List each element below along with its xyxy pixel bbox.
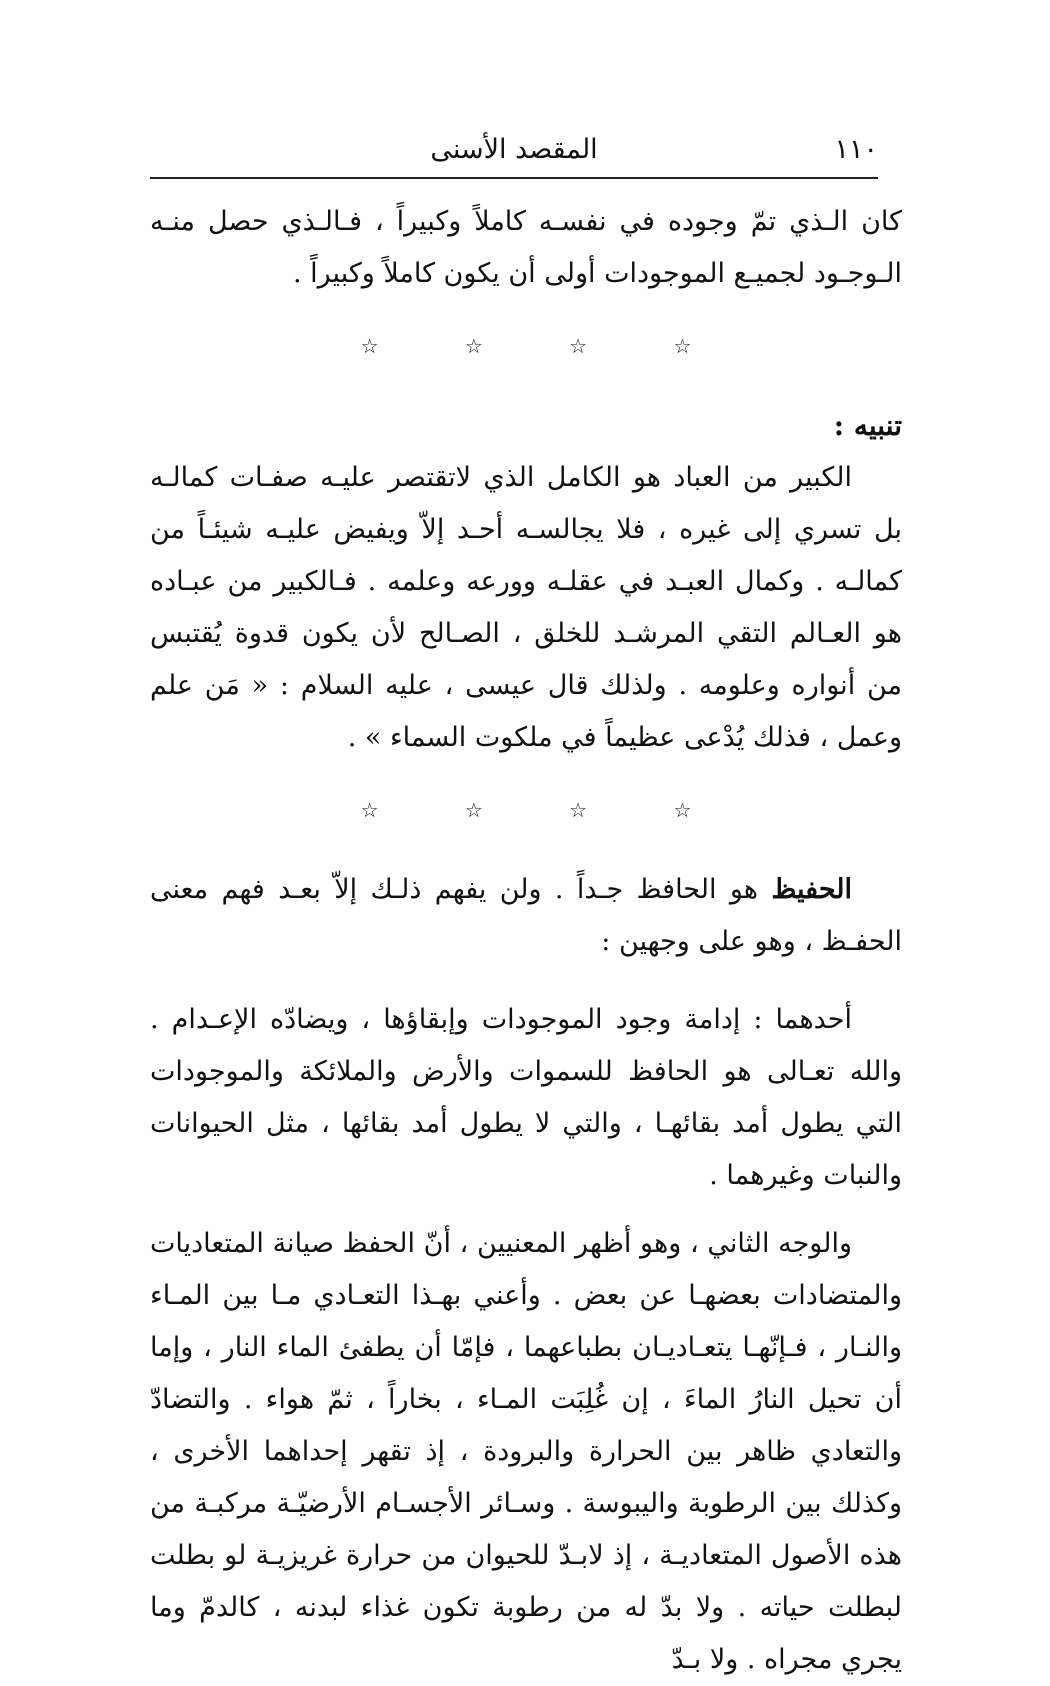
section-divider-stars-2: ☆ ☆ ☆ ☆: [360, 798, 732, 822]
paragraph-tanbih: الكبير من العباد هو الكامل الذي لاتقتصر عليـه صفـات كمالـه بل تسري إلى غيره ، فلا يجالسـه أحـد إلاّ ويفيض عليـه شيئـاً من كمالـه . وكمال العبـد في عقلـه وورعه وعلمه . فـالكبير من عبـاده هو العـالم التقي المرشـد للخلق ، الصـالح لأن يكون قدوة يُقتبس من أنواره وعلومه . ولذلك قال عيسى ، عليه السلام : « مَن علم وعمل ، فذلك يُدْعى عظيماً في ملكوت السماء » .: [150, 462, 902, 753]
paragraph-second-meaning: والوجه الثاني ، وهو أظهر المعنيين ، أنّ الحفظ صيانة المتعاديات والمتضادات بعضهـا عن بعض . وأعني بهـذا التعـادي مـا بين المـاء والنـار ، فـإنّهـا يتعـاديـان بطباعهما ، فإمّا أن يطفئ الماء النار ، وإما أن تحيل النارُ الماءَ ، إن غُلِبَت المـاء ، بخاراً ، ثمّ هواء . والتضادّ والتعادي ظاهر بين الحرارة والبرودة ، إذ تقهر إحداهما الأخرى ، وكذلك بين الرطوبة واليبوسة . وسـائر الأجسـام الأرضيّـة مركبـة من هذه الأصول المتعاديـة ، إذ لابـدّ للحيوان من حرارة غريزيـة لو بطلت لبطلت حياته . ولا بدّ له من رطوبة تكون غذاء لبدنه ، كالدمّ وما يجري مجراه . ولا بـدّ: [150, 1228, 902, 1675]
header-rule: [150, 177, 878, 179]
paragraph-hafeez-intro: [150, 864, 902, 968]
page-body: [150, 196, 902, 1686]
page-number: ١١٠: [834, 134, 878, 165]
section-heading-tanbih: تنبيه :: [833, 409, 902, 442]
paragraph-hafeez-text: هو الحافظ جـداً . ولن يفهم ذلـك إلاّ بعـد فهم معنى الحفـظ ، وهو على وجهين :: [150, 874, 902, 957]
section-divider-stars: ☆ ☆ ☆ ☆: [360, 334, 732, 358]
running-title: المقصد الأسنى: [430, 134, 598, 165]
paragraph-opening: كان الـذي تمّ وجوده في نفسـه كاملاً وكبيراً ، فـالـذي حصل منـه الـوجـود لجميـع الموجودات أولى أن يكون كاملاً وكبيراً .: [150, 206, 902, 289]
term-al-hafeez: الحفيظ: [771, 874, 852, 905]
paragraph-first-meaning: أحدهما : إدامة وجود الموجودات وإبقاؤها ، ويضادّه الإعـدام . والله تعـالى هو الحافظ للسموات والأرض والملائكة والموجودات التي يطول أمد بقائهـا ، والتي لا يطول أمد بقائها ، مثل الحيوانات والنبات وغيرهما .: [150, 1004, 902, 1191]
page-header: [150, 128, 878, 172]
